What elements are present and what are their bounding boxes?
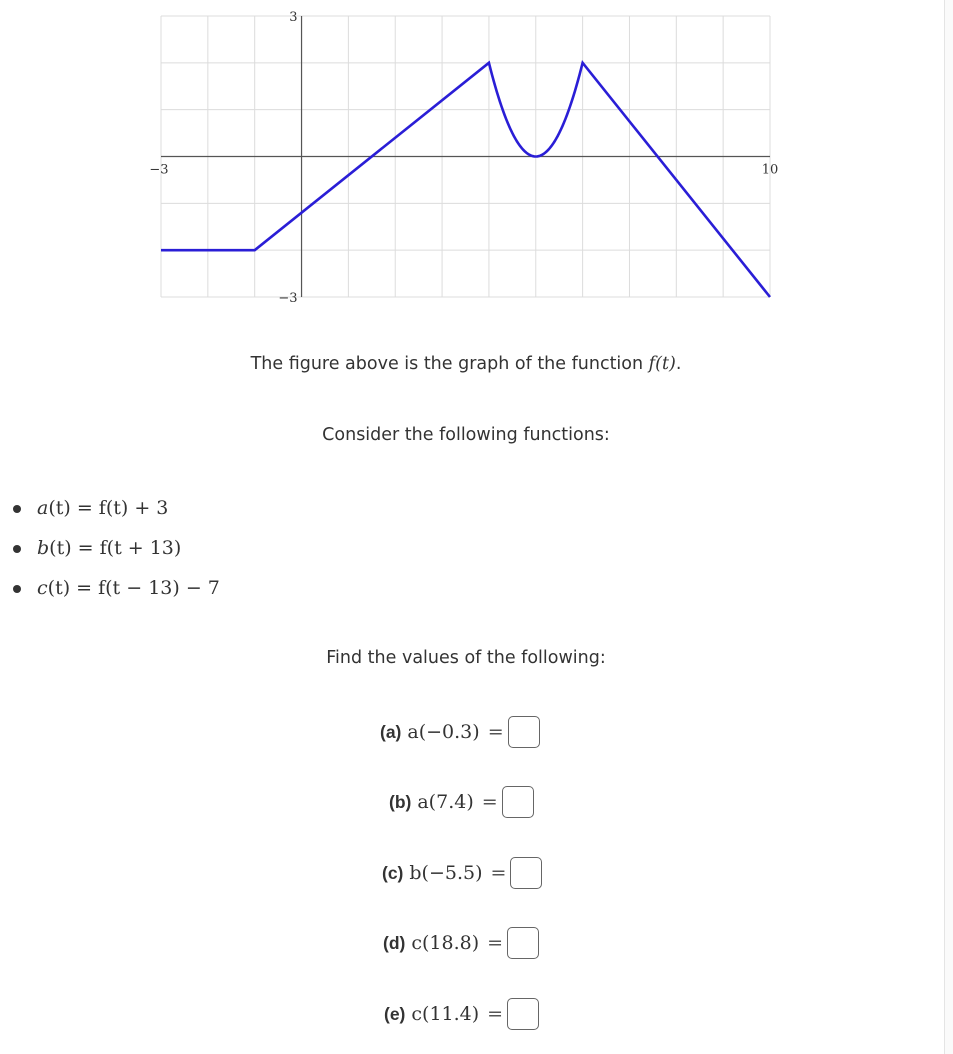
equals-sign: = [487, 932, 504, 954]
list-item-b: b(t) = f(t + 13) [0, 528, 220, 568]
function-graph [0, 0, 953, 310]
caption-fn: f [648, 354, 656, 374]
list-item-c: c(t) = f(t − 13) − 7 [0, 568, 220, 608]
question-a-label: (a) [380, 721, 402, 742]
equals-sign: = [481, 791, 498, 813]
x-tick-label-max: 10 [761, 162, 779, 178]
answer-input-b[interactable] [502, 786, 534, 818]
caption-suffix: . [675, 354, 682, 374]
caption-arg: (t) [655, 354, 676, 374]
question-a [380, 715, 540, 749]
function-list [0, 488, 220, 608]
question-e [384, 997, 539, 1031]
y-tick-label-min: −3 [278, 291, 298, 306]
list-item-a: a(t) = f(t) + 3 [0, 488, 220, 528]
x-tick-label-min: −3 [149, 162, 169, 178]
equals-sign: = [490, 862, 507, 884]
question-c-expr: b(−5.5) [409, 862, 483, 884]
question-d-label: (d) [383, 932, 406, 953]
series-f-line [161, 63, 770, 297]
answer-input-c[interactable] [510, 857, 542, 889]
question-d-expr: c(18.8) [411, 932, 480, 954]
answer-input-d[interactable] [507, 927, 539, 959]
question-b [389, 785, 534, 819]
answer-input-a[interactable] [508, 716, 540, 748]
question-e-expr: c(11.4) [411, 1003, 480, 1025]
question-a-expr: a(−0.3) [407, 721, 480, 743]
axes [161, 16, 770, 297]
question-e-label: (e) [384, 1003, 406, 1024]
equals-sign: = [487, 1003, 504, 1025]
tick-labels [149, 10, 778, 306]
question-b-expr: a(7.4) [417, 791, 474, 813]
question-d [383, 926, 539, 960]
answer-input-e[interactable] [507, 998, 539, 1030]
y-tick-label-max: 3 [289, 10, 298, 25]
question-b-label: (b) [389, 791, 412, 812]
equals-sign: = [487, 721, 504, 743]
question-c [382, 856, 542, 890]
find-heading: Find the values of the following: [326, 648, 606, 668]
caption-prefix: The figure above is the graph of the function [250, 354, 649, 374]
consider-heading: Consider the following functions: [322, 425, 610, 445]
question-c-label: (c) [382, 862, 404, 883]
caption [0, 354, 932, 374]
